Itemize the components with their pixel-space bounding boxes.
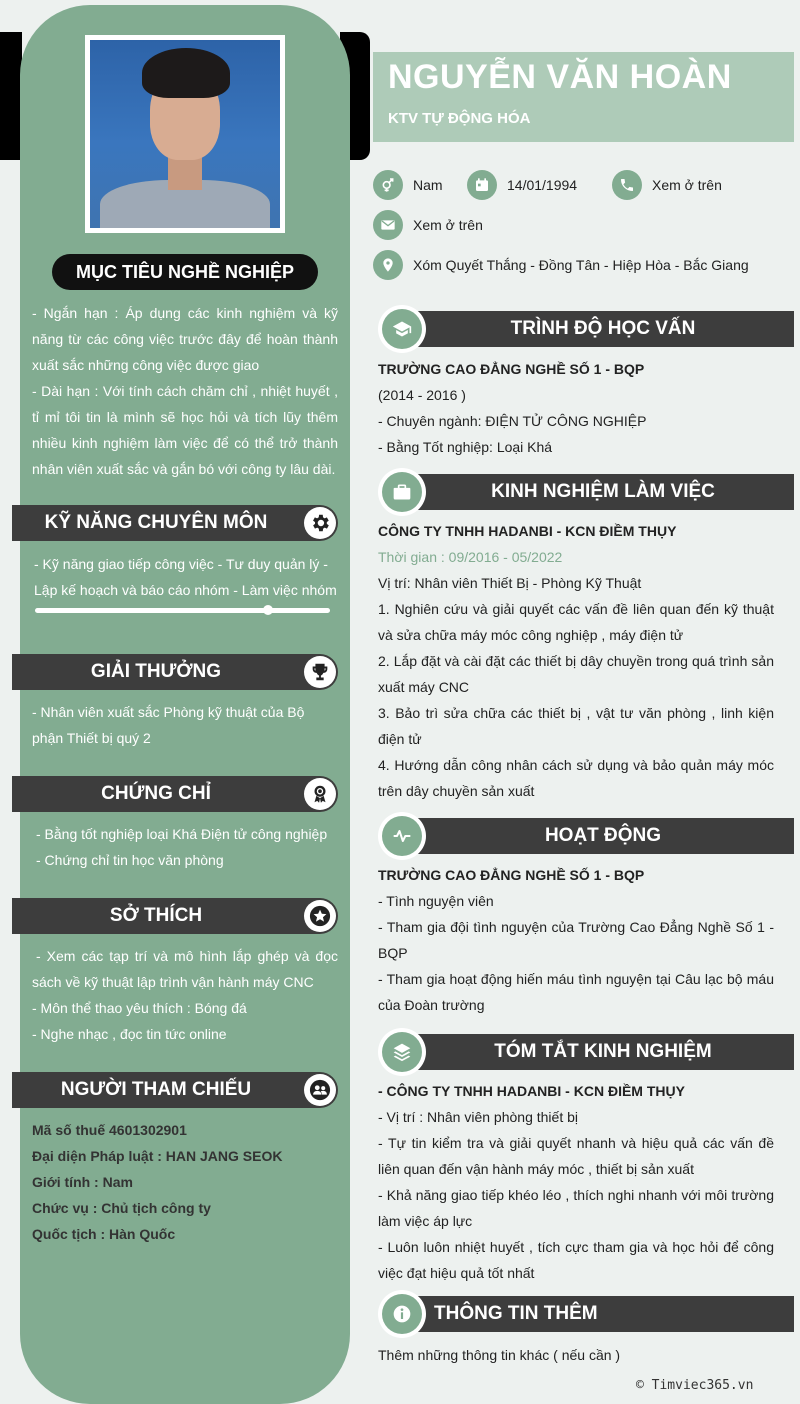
- activities-header: [412, 818, 794, 854]
- experience-title: KINH NGHIỆM LÀM VIỆC: [491, 481, 715, 502]
- experience-position: Vị trí: Nhân viên Thiết Bị - Phòng Kỹ Thuật: [378, 575, 642, 591]
- reference-item: Quốc tịch : Hàn Quốc: [32, 1226, 176, 1242]
- education-icon-badge: [378, 305, 426, 353]
- email-value: Xem ở trên: [413, 217, 483, 233]
- hobby-item: - Xem các tạp trí và mô hình lắp ghép và đọc sách về kỹ thuật lập trình vận hành máy CNC: [32, 948, 338, 990]
- awards-text: - Nhân viên xuất sắc Phòng kỹ thuật của Bộ phận Thiết bị quý 2: [32, 704, 305, 746]
- reference-item: Mã số thuế 4601302901: [32, 1122, 187, 1138]
- portrait-image: [90, 40, 280, 228]
- reference-item: Giới tính : Nam: [32, 1174, 133, 1190]
- references-header: [12, 1072, 338, 1108]
- birthday-value: 14/01/1994: [507, 177, 578, 193]
- activities-icon-badge: [378, 812, 426, 860]
- education-body: [378, 356, 774, 460]
- gender-icon: [373, 170, 403, 200]
- certificate-item: - Bằng tốt nghiệp loại Khá Điện tử công nghiệp: [36, 826, 328, 842]
- education-header: [412, 311, 794, 347]
- activities-title: HOẠT ĐỘNG: [544, 825, 662, 846]
- objective-text: [32, 300, 338, 482]
- experience-duty: 1. Nghiên cứu và giải quyết các vấn đề liên quan đến kỹ thuật và sửa chữa máy móc công nghiệp , máy điện tử: [378, 601, 774, 643]
- reference-item: Đại diện Pháp luật : HAN JANG SEOK: [32, 1148, 283, 1164]
- activities-body: [378, 862, 774, 1018]
- summary-company: - CÔNG TY TNHH HADANBI - KCN ĐIỀM THỤY: [378, 1083, 685, 1099]
- education-degree: - Bằng Tốt nghiệp: Loại Khá: [378, 439, 553, 455]
- medal-icon: [304, 778, 336, 810]
- summary-item: - Vị trí : Nhân viên phòng thiết bị: [378, 1109, 578, 1125]
- experience-icon-badge: [378, 468, 426, 516]
- summary-icon-badge: [378, 1028, 426, 1076]
- skills-title: KỸ NĂNG CHUYÊN MÔN: [44, 512, 268, 533]
- people-icon: [304, 1074, 336, 1106]
- calendar-icon: [467, 170, 497, 200]
- star-icon: [304, 900, 336, 932]
- summary-item: - Tự tin kiểm tra và giải quyết nhanh và hiệu quả các vấn đề liên quan đến vận hành máy móc , thiết bị sản xuất: [378, 1135, 774, 1177]
- job-title: KTV TỰ ĐỘNG HÓA: [388, 110, 531, 127]
- gear-icon: [304, 507, 336, 539]
- trophy-icon: [304, 656, 336, 688]
- education-major: - Chuyên ngành: ĐIỆN TỬ CÔNG NGHIỆP: [378, 413, 647, 429]
- activity-item: - Tham gia đội tình nguyện của Trường Cao Đẳng Nghề Số 1 - BQP: [378, 919, 774, 961]
- activity-item: - Tình nguyện viên: [378, 893, 494, 909]
- more-info-header: [412, 1296, 794, 1332]
- experience-duty: 3. Bảo trì sửa chữa các thiết bị , vật tư văn phòng , linh kiện điện tử: [378, 705, 774, 747]
- experience-company: CÔNG TY TNHH HADANBI - KCN ĐIỀM THỤY: [378, 523, 677, 539]
- skills-text: - Kỹ năng giao tiếp công việc - Tư duy quản lý - Lập kế hoạch và báo cáo nhóm - Làm việc nhóm: [34, 556, 337, 598]
- email-icon: [373, 210, 403, 240]
- decor-tab-left: [0, 32, 22, 160]
- skill-level-knob: [263, 605, 273, 615]
- objective-title: MỤC TIÊU NGHỀ NGHIỆP: [52, 254, 318, 290]
- objective-long-term: - Dài hạn : Với tính cách chăm chỉ , nhiệt huyết , tỉ mỉ tôi tin là mình sẽ học hỏi và tích lũy thêm nhiều kinh nghiệm làm việc để có thể trở thành nhân viên xuất sắc và gắn bó với công ty lâu dài.: [32, 383, 338, 477]
- activity-item: - Tham gia hoạt động hiến máu tình nguyện tại Câu lạc bộ máu của Đoàn trường: [378, 971, 774, 1013]
- more-info-text: Thêm những thông tin khác ( nếu cần ): [378, 1347, 621, 1363]
- certificate-item: - Chứng chỉ tin học văn phòng: [36, 852, 224, 868]
- skills-header: [12, 505, 338, 541]
- briefcase-icon: [392, 482, 412, 502]
- more-info-title: THÔNG TIN THÊM: [434, 1303, 598, 1324]
- address-value: Xóm Quyết Thắng - Đồng Tân - Hiệp Hòa - Bắc Giang: [413, 257, 749, 273]
- hobbies-header: [12, 898, 338, 934]
- gender-value: Nam: [413, 177, 443, 193]
- experience-duty: 2. Lắp đặt và cài đặt các thiết bị dây chuyền trong quá trình sản xuất máy CNC: [378, 653, 774, 695]
- layers-icon: [392, 1042, 412, 1062]
- education-title: TRÌNH ĐỘ HỌC VẤN: [510, 318, 696, 339]
- summary-body: [378, 1078, 774, 1286]
- references-list: [32, 1117, 338, 1247]
- graduation-cap-icon: [392, 319, 412, 339]
- footer-watermark: © Timviec365.vn: [636, 1378, 754, 1393]
- profile-photo: [85, 35, 285, 233]
- hobbies-list: [32, 943, 338, 1047]
- summary-header: [412, 1034, 794, 1070]
- summary-item: - Luôn luôn nhiệt huyết , tích cực tham gia và học hỏi để công việc đạt hiệu quả tốt nhất: [378, 1239, 774, 1281]
- reference-item: Chức vụ : Chủ tịch công ty: [32, 1200, 211, 1216]
- certificates-title: CHỨNG CHỈ: [101, 783, 211, 804]
- hobby-item: - Nghe nhạc , đọc tin tức online: [32, 1026, 227, 1042]
- references-title: NGƯỜI THAM CHIẾU: [60, 1079, 252, 1100]
- pulse-icon: [392, 826, 412, 846]
- hobby-item: - Môn thể thao yêu thích : Bóng đá: [32, 1000, 247, 1016]
- education-period: (2014 - 2016 ): [378, 387, 466, 403]
- experience-duty: 4. Hướng dẫn công nhân cách sử dụng và bảo quản máy móc trên dây chuyền sản xuất: [378, 757, 774, 799]
- skill-level-bar: [35, 608, 330, 613]
- more-info-icon-badge: [378, 1290, 426, 1338]
- experience-header: [412, 474, 794, 510]
- experience-body: [378, 518, 774, 804]
- candidate-name: NGUYỄN VĂN HOÀN: [388, 58, 732, 96]
- awards-title: GIẢI THƯỞNG: [90, 661, 222, 682]
- education-school: TRƯỜNG CAO ĐẲNG NGHỀ SỐ 1 - BQP: [378, 361, 645, 377]
- awards-header: [12, 654, 338, 690]
- location-icon: [373, 250, 403, 280]
- phone-icon: [612, 170, 642, 200]
- certificates-header: [12, 776, 338, 812]
- experience-period: Thời gian : 09/2016 - 05/2022: [378, 549, 563, 565]
- phone-value: Xem ở trên: [652, 177, 722, 193]
- info-icon: [392, 1304, 412, 1324]
- summary-title: TÓM TẮT KINH NGHIỆM: [494, 1041, 712, 1062]
- certificates-list: [36, 821, 342, 873]
- activities-org: TRƯỜNG CAO ĐẲNG NGHỀ SỐ 1 - BQP: [378, 867, 645, 883]
- summary-item: - Khả năng giao tiếp khéo léo , thích nghi nhanh với môi trường làm việc áp lực: [378, 1187, 774, 1229]
- objective-short-term: - Ngắn hạn : Áp dụng các kinh nghiệm và kỹ năng từ các công việc trước đây để hoàn thành xuất sắc những công việc được giao: [32, 305, 338, 373]
- hobbies-title: SỞ THÍCH: [109, 905, 203, 926]
